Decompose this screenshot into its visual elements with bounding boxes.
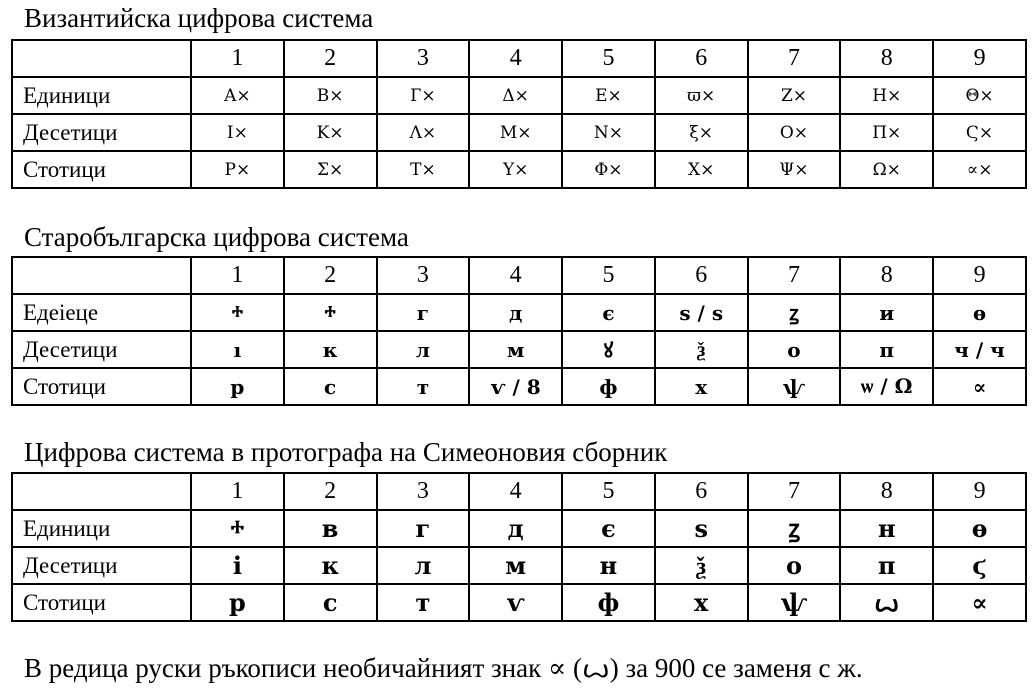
column-header: 2 xyxy=(284,40,377,77)
numeral-cell: H× xyxy=(840,77,933,114)
table-row xyxy=(12,368,1026,405)
column-header: 6 xyxy=(655,473,748,510)
numeral-cell: Y× xyxy=(469,151,562,188)
column-header: 1 xyxy=(191,257,284,294)
column-header: 4 xyxy=(469,473,562,510)
numeral-cell: г xyxy=(377,294,470,331)
row-label: Десетици xyxy=(12,114,191,151)
numeral-cell: Z× xyxy=(748,77,841,114)
byzantine-table xyxy=(11,39,1027,189)
numeral-cell: Ψ× xyxy=(748,151,841,188)
numeral-cell: р xyxy=(191,584,284,621)
column-header: 2 xyxy=(284,257,377,294)
column-header: 8 xyxy=(840,257,933,294)
row-label: Едеiеце xyxy=(12,294,191,331)
numeral-cell: ѵ / 8 xyxy=(469,368,562,405)
column-header: 9 xyxy=(933,473,1026,510)
numeral-cell: ѵ xyxy=(469,584,562,621)
footnote: В редица руски ръкописи необичайният знак ∝ (ꙍ) за 900 се заменя с ж. xyxy=(24,653,863,683)
numeral-cell: в xyxy=(284,510,377,547)
numeral-cell: Π× xyxy=(840,114,933,151)
numeral-cell: ч / ч xyxy=(933,331,1026,368)
numeral-cell: о xyxy=(748,547,841,584)
numeral-cell: д xyxy=(469,294,562,331)
numeral-cell: Θ× xyxy=(933,77,1026,114)
numeral-cell: ϖ× xyxy=(655,77,748,114)
numeral-cell: п xyxy=(840,547,933,584)
numeral-cell: т xyxy=(377,368,470,405)
numeral-cell: к xyxy=(284,547,377,584)
numeral-cell: O× xyxy=(748,114,841,151)
column-header: 5 xyxy=(562,257,655,294)
title-old-bulgarian: Старобългарска цифрова система xyxy=(24,222,409,252)
column-header: 8 xyxy=(840,40,933,77)
numeral-cell: ξ× xyxy=(655,114,748,151)
column-header: 9 xyxy=(933,40,1026,77)
numeral-cell: ѱ xyxy=(748,368,841,405)
title-simeon-collection: Цифрова система в протографа на Симеоновия сборник xyxy=(24,437,668,467)
numeral-cell: м xyxy=(469,331,562,368)
numeral-cell: Δ× xyxy=(469,77,562,114)
table-row xyxy=(12,547,1026,584)
column-header: 9 xyxy=(933,257,1026,294)
title-byzantine: Византийска цифрова система xyxy=(24,3,374,33)
numeral-cell: B× xyxy=(284,77,377,114)
column-header: 6 xyxy=(655,257,748,294)
numeral-cell: ѳ xyxy=(933,294,1026,331)
row-label: Десетици xyxy=(12,331,191,368)
numeral-cell: т xyxy=(377,584,470,621)
row-label: Единици xyxy=(12,510,191,547)
numeral-cell: T× xyxy=(377,151,470,188)
corner-cell xyxy=(12,473,191,510)
corner-cell xyxy=(12,40,191,77)
numeral-cell: і xyxy=(191,547,284,584)
table-row xyxy=(12,294,1026,331)
table-row xyxy=(12,331,1026,368)
numeral-cell: р xyxy=(191,368,284,405)
column-header: 7 xyxy=(748,473,841,510)
numeral-cell: ⰰ xyxy=(191,294,284,331)
row-label: Стотици xyxy=(12,584,191,621)
column-header: 2 xyxy=(284,473,377,510)
column-header: 8 xyxy=(840,473,933,510)
numeral-cell: х xyxy=(655,584,748,621)
numeral-cell: ⰰ xyxy=(284,294,377,331)
numeral-cell: п xyxy=(840,331,933,368)
numeral-cell: ∝ xyxy=(933,584,1026,621)
table-header-row xyxy=(12,473,1026,510)
numeral-cell: м xyxy=(469,547,562,584)
numeral-cell: ф xyxy=(562,584,655,621)
numeral-cell: ϛ xyxy=(933,547,1026,584)
column-header: 7 xyxy=(748,40,841,77)
numeral-cell: ꙁ xyxy=(748,510,841,547)
numeral-cell: Г× xyxy=(377,77,470,114)
table-row xyxy=(12,584,1026,621)
column-header: 5 xyxy=(562,473,655,510)
numeral-cell: ѯ xyxy=(655,547,748,584)
numeral-cell: N× xyxy=(562,114,655,151)
numeral-cell: A× xyxy=(191,77,284,114)
row-label: Стотици xyxy=(12,151,191,188)
corner-cell xyxy=(12,257,191,294)
numeral-cell: с xyxy=(284,584,377,621)
numeral-cell: Ω× xyxy=(840,151,933,188)
numeral-cell: л xyxy=(377,547,470,584)
column-header: 1 xyxy=(191,473,284,510)
simeon-collection-table xyxy=(11,472,1027,622)
numeral-cell: и xyxy=(840,294,933,331)
numeral-cell: E× xyxy=(562,77,655,114)
numeral-cell: є xyxy=(562,510,655,547)
numeral-cell: P× xyxy=(191,151,284,188)
column-header: 3 xyxy=(377,257,470,294)
table-row xyxy=(12,510,1026,547)
numeral-cell: х xyxy=(655,368,748,405)
table-header-row xyxy=(12,40,1026,77)
numeral-cell: ꙁ xyxy=(748,294,841,331)
numeral-cell: л xyxy=(377,331,470,368)
numeral-cell: ı xyxy=(191,331,284,368)
numeral-cell: ѡ / Ω xyxy=(840,368,933,405)
numeral-cell: ⰰ xyxy=(191,510,284,547)
numeral-cell: ꙍ xyxy=(840,584,933,621)
column-header: 5 xyxy=(562,40,655,77)
numeral-cell: н xyxy=(840,510,933,547)
numeral-cell: X× xyxy=(655,151,748,188)
column-header: 4 xyxy=(469,257,562,294)
numeral-cell: ꙋ xyxy=(562,331,655,368)
numeral-cell: ∝× xyxy=(933,151,1026,188)
numeral-cell: о xyxy=(748,331,841,368)
table-header-row xyxy=(12,257,1026,294)
row-label: Стотици xyxy=(12,368,191,405)
numeral-cell: ѱ xyxy=(748,584,841,621)
row-label: Единици xyxy=(12,77,191,114)
numeral-cell: ф xyxy=(562,368,655,405)
numeral-cell: I× xyxy=(191,114,284,151)
numeral-cell: д xyxy=(469,510,562,547)
numeral-cell: ѳ xyxy=(933,510,1026,547)
row-label: Десетици xyxy=(12,547,191,584)
old-bulgarian-table xyxy=(11,256,1027,406)
numeral-cell: Λ× xyxy=(377,114,470,151)
table-row xyxy=(12,77,1026,114)
numeral-cell: н xyxy=(562,547,655,584)
table-row xyxy=(12,151,1026,188)
numeral-cell: г xyxy=(377,510,470,547)
column-header: 6 xyxy=(655,40,748,77)
numeral-cell: к xyxy=(284,331,377,368)
numeral-cell: ѕ xyxy=(655,510,748,547)
numeral-cell: ∝ xyxy=(933,368,1026,405)
numeral-cell: Σ× xyxy=(284,151,377,188)
numeral-cell: с xyxy=(284,368,377,405)
column-header: 3 xyxy=(377,473,470,510)
column-header: 1 xyxy=(191,40,284,77)
numeral-cell: M× xyxy=(469,114,562,151)
column-header: 3 xyxy=(377,40,470,77)
numeral-cell: K× xyxy=(284,114,377,151)
numeral-cell: Φ× xyxy=(562,151,655,188)
column-header: 7 xyxy=(748,257,841,294)
numeral-cell: Ϛ× xyxy=(933,114,1026,151)
numeral-cell: є xyxy=(562,294,655,331)
column-header: 4 xyxy=(469,40,562,77)
numeral-cell: ѯ xyxy=(655,331,748,368)
table-row xyxy=(12,114,1026,151)
numeral-cell: ѕ / ѕ xyxy=(655,294,748,331)
